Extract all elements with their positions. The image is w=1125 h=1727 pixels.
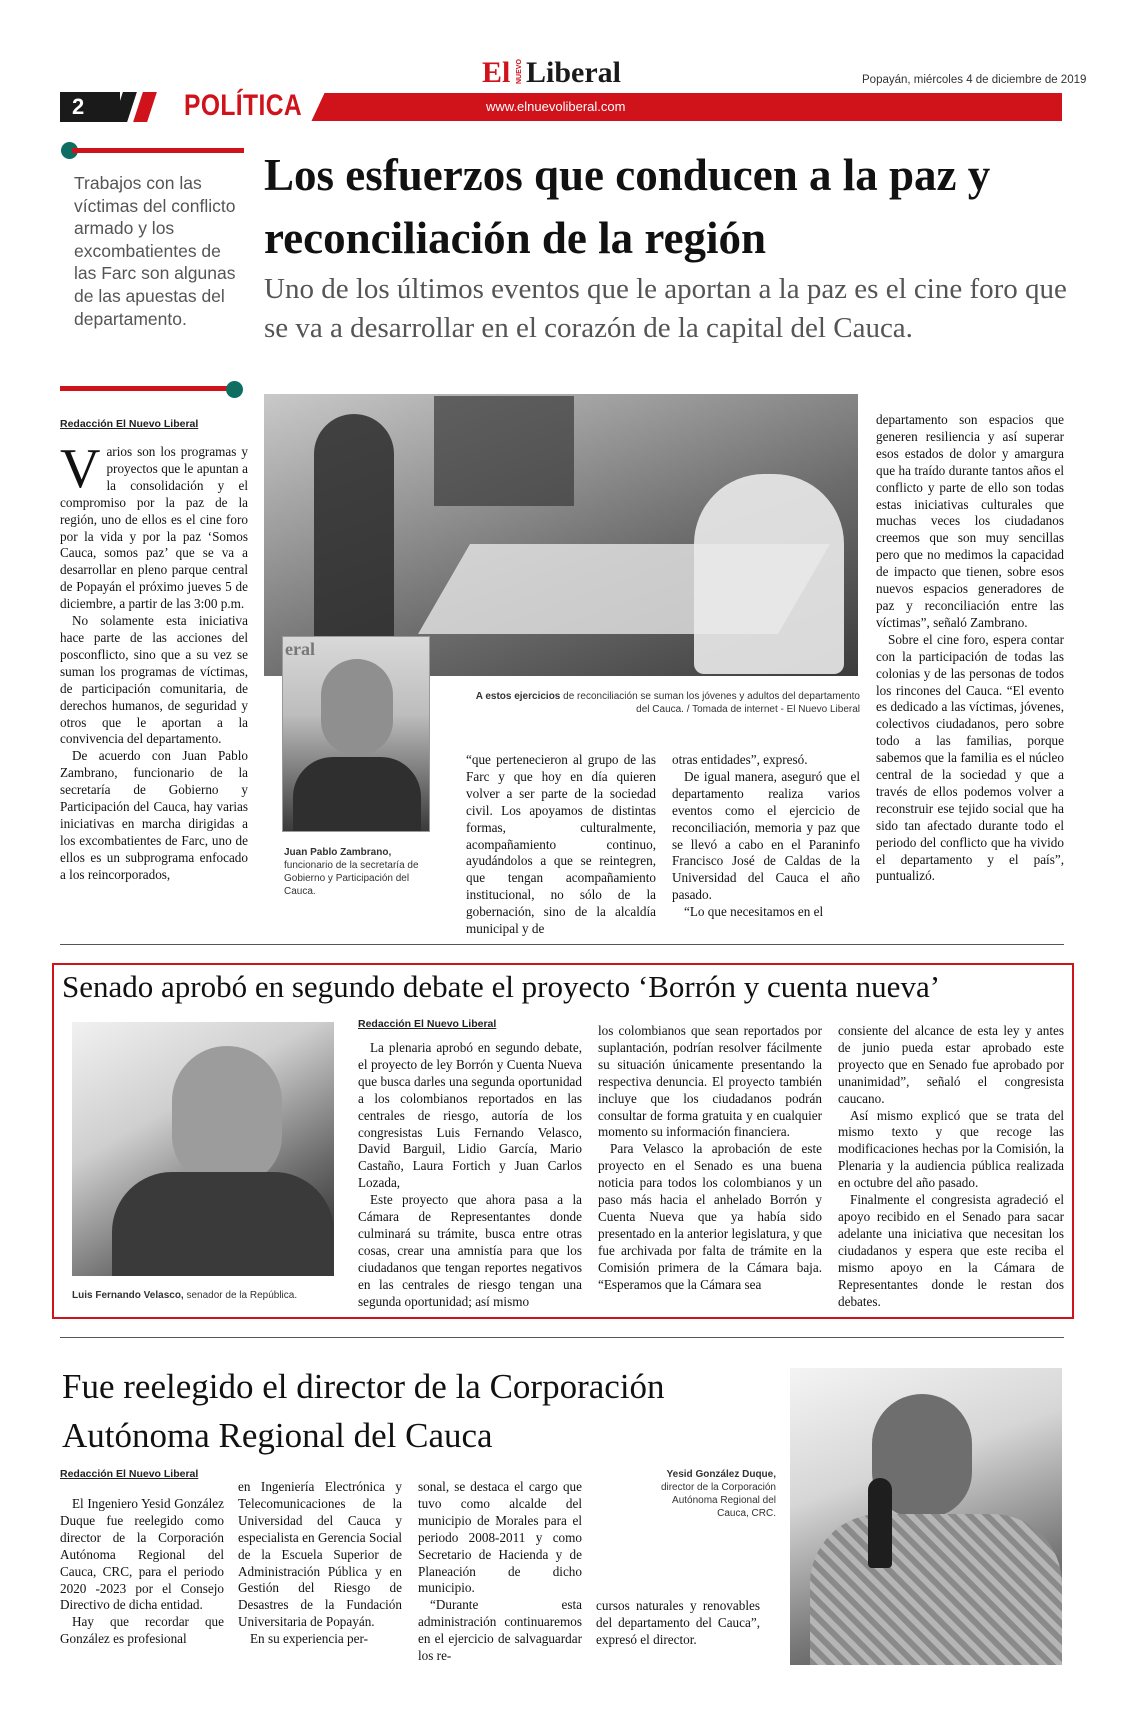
paragraph: En su experiencia per-: [250, 1631, 368, 1647]
caption-bold: Luis Fernando Velasco,: [72, 1290, 184, 1301]
paragraph: “que pertenecieron al grupo de las Farc y que hoy en día quieren volver a ser parte de la sociedad civil. Los apoyamos de distintas formas, culturalmente, acompañamiento continuo, ayudándolos a que se reintegren, que tengan acompañamiento institucional, no sólo de la gobernación, sino de la alcaldía municipal y de: [466, 752, 656, 937]
logo[interactable]: [482, 58, 642, 92]
paragraph: otras entidades”, expresó.: [672, 752, 808, 767]
article1-col4: [672, 752, 860, 921]
drop-cap: V: [60, 438, 101, 500]
paragraph: Finalmente el congresista agradeció el apoyo recibido en el Senado para sacar adelante una iniciativa que necesitan los ciudadanos y espera que este reciba el mismo apoyo en la Cámara de Representantes donde le restan dos debates.: [838, 1192, 1064, 1309]
article3-col2: [238, 1479, 402, 1648]
paragraph: No solamente esta iniciativa hace parte de las acciones del posconflicto, sino que a su vez se suman los programas de víctimas, de participación comunitaria, de derechos humanos, de seguridad y otros que le aportan a la convivencia del departamento.: [60, 613, 248, 747]
divider: [60, 944, 1064, 945]
photo-suit-shape: [112, 1172, 334, 1276]
article2-photo-caption: [72, 1289, 352, 1302]
photo-face-shape: [172, 1046, 282, 1186]
paragraph: Sobre el cine foro, espera contar con la participación de todas las colonias y de las personas de todos los rincones del Cauca. “El evento es dedicado a las víctimas, jóvenes, colectivos ciudadanos, pero sobre todo a las familias, porque sabemos que la familia es el núcleo central de la sociedad y que a través de ellos podemos volver a reconstruir ese tejido social que ha sido tan afectado durante todo el periodo del conflicto que ha vivido el departamento y el país”, puntualizó.: [876, 631, 1064, 884]
page-number-box: [60, 92, 120, 122]
caption-bold: Yesid González Duque,: [666, 1469, 776, 1480]
caption-bold: A estos ejercicios: [475, 691, 561, 702]
paragraph: en Ingeniería Electrónica y Telecomunicaciones de la Universidad del Cauca y especialista en Gerencia Social de la Escuela Superior de Administración Pública y en Gestión del Riesgo de Desastres de la Fundación Universitaria de Popayán.: [238, 1479, 402, 1630]
microphone-icon: [868, 1478, 892, 1568]
paragraph: “Lo que necesitamos en el: [684, 904, 824, 920]
paragraph: De acuerdo con Juan Pablo Zambrano, funcionario de la secretaría de Gobierno y Participación del Cauca, hay varias iniciativas en marcha dirigidas a los excombatientes de Farc, uno de ellos es un subprograma enfocado a los reincorporados,: [60, 748, 248, 882]
article2-col3: [838, 1023, 1064, 1310]
logo-nuevo: NUEVO: [516, 59, 523, 84]
article3-col4: [596, 1598, 760, 1649]
article2-col2: [598, 1023, 822, 1294]
pullquote-dot-bottom: [226, 381, 243, 398]
section-title: POLÍTICA: [184, 89, 303, 122]
dateline: Popayán, miércoles 4 de diciembre de 2019: [862, 74, 1087, 86]
paragraph: Hay que recordar que González es profesional: [60, 1614, 224, 1647]
portrait-face-shape: [321, 659, 393, 755]
pullquote-rule-top: [72, 148, 244, 153]
portrait-bg-text: eral: [285, 639, 315, 659]
page-number: 2: [72, 94, 85, 119]
paragraph: sonal, se destaca el cargo que tuvo como alcalde del municipio de Morales para el periodo 2008-2011 y como Secretario de Hacienda y de Planeación de dicho municipio.: [418, 1479, 582, 1596]
article3-photo: [790, 1368, 1062, 1665]
article1-col1: [60, 438, 248, 884]
article3-title: Fue reelegido el director de la Corporación Autónoma Regional del Cauca: [62, 1367, 665, 1455]
article1-title: Los esfuerzos que conducen a la paz y reconciliación de la región: [264, 150, 991, 263]
caption-bold: Juan Pablo Zambrano,: [284, 847, 392, 858]
paragraph: Este proyecto que ahora pasa a la Cámara de Representantes donde culminará su trámite, busca entre otras cosas, crear una amnistía para que los ciudadanos que tengan reportes negativos en las centrales de riesgo tengan una segunda oportunidad; así mismo: [358, 1192, 582, 1309]
logo-el: El: [482, 56, 511, 89]
paragraph: cursos naturales y renovables del departamento del Cauca”, expresó el director.: [596, 1598, 760, 1647]
section-slash-red: [133, 92, 157, 122]
article2-col1: [358, 1040, 582, 1311]
caption-text: de reconciliación se suman los jóvenes y adultos del departamento del Cauca. / Tomada de internet - El Nuevo Liberal: [563, 691, 860, 715]
paragraph: “Durante esta administración continuaremos en el ejercicio de salvaguardar los re-: [418, 1597, 582, 1664]
photo-shirt-shape: [810, 1514, 1062, 1665]
portrait-shirt-shape: [293, 757, 421, 832]
photo-banner-shape: [434, 396, 574, 506]
paragraph: arios son los programas y proyectos que le apuntan a la consolidación y el compromiso por la paz de la región, uno de ellos es el cine foro por la vida y por la paz ‘Somos Cauca, somos paz’ que se va a desarrollar en pleno parque central de Popayán el próximo jueves 5 de diciembre, a partir de las 3:00 p.m.: [60, 444, 248, 612]
portrait-caption: [284, 846, 434, 898]
caption-text: funcionario de la secretaría de Gobierno y Participación del Cauca.: [284, 860, 419, 897]
main-photo: [264, 394, 858, 676]
main-photo-caption: [470, 690, 860, 716]
paragraph: departamento son espacios que generen resiliencia y así superar esos estados de dolor y amargura que ha traído durante tantos años el conflicto y parte de ello son todas estas iniciativas culturales que muchas veces los ciudadanos creemos que son muy sencillas pero que no medimos la capacidad de impacto que tienen, sobre esos nuevos espacios generadores de paz y reconciliación entre las víctimas”, señaló Zambrano.: [876, 412, 1064, 630]
portrait-photo: [282, 636, 430, 832]
article1-col5: [876, 412, 1064, 885]
paragraph: consiente del alcance de esta ley y antes de junio pueda estar aprobado este proyecto que en Senado fue aprobado por unanimidad”, señaló el congresista caucano.: [838, 1023, 1064, 1106]
article2-byline: Redacción El Nuevo Liberal: [358, 1018, 497, 1030]
header-red-bar: [330, 93, 1062, 121]
article3-col1: [60, 1496, 224, 1648]
article2-title: Senado aprobó en segundo debate el proyecto ‘Borrón y cuenta nueva’: [62, 969, 941, 1004]
article1-byline: Redacción El Nuevo Liberal: [60, 418, 199, 430]
article1-subtitle: Uno de los últimos eventos que le aportan a la paz es el cine foro que se va a desarrollar en el corazón de la capital del Cauca.: [264, 273, 1067, 344]
article3-photo-caption: [660, 1468, 776, 1520]
caption-text: director de la Corporación Autónoma Regional del Cauca, CRC.: [660, 1482, 776, 1519]
website[interactable]: www.elnuevoliberal.com: [486, 99, 626, 114]
article3-col3: [418, 1479, 582, 1665]
article2-photo: [72, 1022, 334, 1276]
photo-person-shape: [314, 414, 394, 644]
paragraph: La plenaria aprobó en segundo debate, el proyecto de ley Borrón y Cuenta Nueva que busca darles una segunda oportunidad a los colombianos reportados en las centrales de riesgo, autoría de los congresistas Luis Fernando Velasco, David Barguil, Lidio García, Mario Castaño, Laura Fortich y Juan Carlos Lozada,: [358, 1040, 582, 1191]
photo-person-shape: [694, 474, 844, 674]
paragraph: El Ingeniero Yesid González Duque fue reelegido como director de la Corporación Autónoma Regional del Cauca, CRC, para el periodo 2020 -2023 por el Consejo Directivo de dicha entidad.: [60, 1496, 224, 1613]
divider: [60, 1337, 1064, 1338]
logo-liberal: Liberal: [526, 56, 621, 89]
pull-quote: Trabajos con las víctimas del conflicto armado y los excombatientes de las Farc son algunas de las apuestas del departamento.: [74, 173, 236, 329]
paragraph: los colombianos que sean reportados por suplantación, podrían resolver fácilmente su situación únicamente presentando la respectiva denuncia. El proyecto también incluye que los ciudadanos podrán consultar de forma gratuita y en cualquier momento su información financiera.: [598, 1023, 822, 1140]
article3-byline: Redacción El Nuevo Liberal: [60, 1468, 199, 1480]
paragraph: Así mismo explicó que se trata del mismo texto y que recoge las modificaciones hechas por la Comisión, la Plenaria y la audiencia pública realizada en octubre del año pasado.: [838, 1107, 1064, 1191]
caption-text: senador de la República.: [186, 1290, 298, 1301]
paragraph: De igual manera, aseguró que el departamento realiza varios eventos como el ejercicio de reconciliación, memoria y paz que se llevó a cabo en el Paraninfo Francisco José de Caldas de la Universidad del Cauca el año pasado.: [672, 768, 860, 903]
article1-col3: [466, 752, 656, 938]
pullquote-rule-bottom: [60, 386, 232, 391]
paragraph: Para Velasco la aprobación de este proyecto en el Senado es una buena noticia para todos los colombianos y un paso más hacia el anhelado Borrón y Cuenta Nueva que ya había sido presentado en la anterior legislatura, y que fue archivada por falta de trámite en la Comisión primera de la Cámara baja. “Esperamos que la Cámara sea: [598, 1141, 822, 1292]
